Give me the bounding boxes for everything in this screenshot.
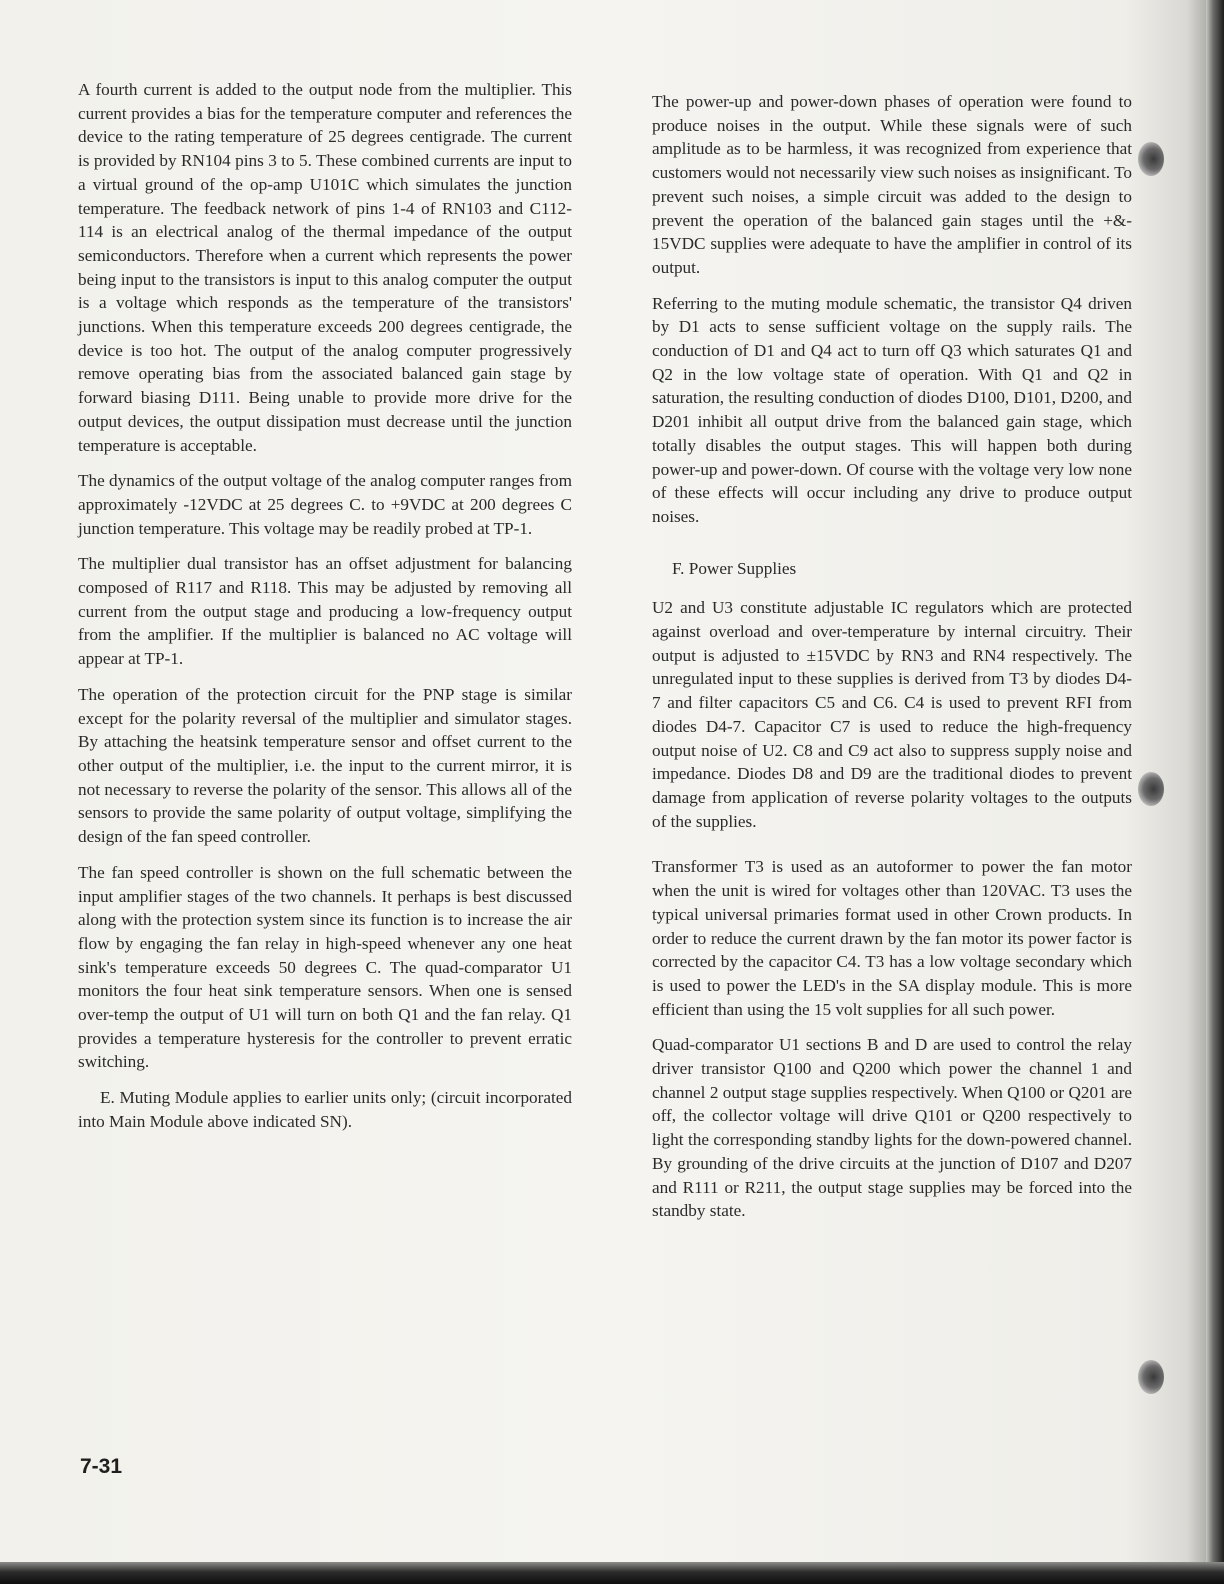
page-number: 7-31 bbox=[80, 1455, 123, 1478]
paragraph-muting-module: E. Muting Module applies to earlier units only; (circuit incorporated into Main Module above indicated SN). bbox=[78, 1088, 572, 1131]
section-heading-power-supplies: F. Power Supplies bbox=[672, 558, 797, 578]
paragraph-transformer: Transformer T3 is used as an autoformer to power the fan motor when the unit is wired for voltages other than 120VAC. T3 uses the typical universal primaries format used in other Crown products. In order to reduce the current drawn by the fan motor its power factor is corrected by the capacitor C4. T3 has a low voltage secondary which is used to power the LED's in the SA display module. This is more efficient than using the 15 volt supplies for all such power. bbox=[652, 857, 1132, 1019]
paragraph-fan-speed-controller: The fan speed controller is shown on the full schematic between the input amplifier stages of the two channels. It perhaps is best discussed along with the protection system since its function is to increase the air flow by engaging the fan relay in high-speed whenever any one heat sink's temperature exceeds 50 degrees C. The quad-comparator U1 monitors the four heat sink temperature sensors. When one is sensed over-temp the output of U1 will turn on both Q1 and the fan relay. Q1 provides a temperature hysteresis for the controller to prevent erratic switching. bbox=[78, 862, 572, 1072]
paragraph-power-up-noise: The power-up and power-down phases of operation were found to produce noises in the output. While these signals were of such amplitude as to be harmless, it was recognized from experience that customers would not necessarily view such noises as insignificant. To prevent such noises, a simple circuit was added to the design to prevent the operation of the balanced gain stages until the +&- 15VDC supplies were adequate to have the amplifier in control of its output. bbox=[652, 92, 1132, 277]
binder-hole-middle bbox=[1138, 772, 1164, 806]
scan-edge-bottom bbox=[0, 1562, 1224, 1584]
paragraph-multiplier-offset: The multiplier dual transistor has an offset adjustment for balancing composed of R117 and R118. This may be adjusted by removing all current from the output stage and producing a low-frequency output from the amplifier. If the multiplier is balanced no AC voltage will appear at TP-1. bbox=[78, 554, 572, 669]
paragraph-quad-comparator: Quad-comparator U1 sections B and D are used to control the relay driver transistor Q100 and Q200 which power the channel 1 and channel 2 output stage supplies respectively. When Q100 or Q201 are off, the collector voltage will drive Q101 or Q200 respectively to light the corresponding standby lights for the down-powered channel. By grounding of the drive circuits at the junction of D107 and D207 and R111 or R211, the output stage supplies may be forced into the standby state. bbox=[652, 1035, 1132, 1221]
scan-edge-right bbox=[1206, 0, 1224, 1584]
paragraph-regulators: U2 and U3 constitute adjustable IC regulators which are protected against overload and over-temperature by internal circuitry. Their output is adjusted to ±15VDC by RN3 and RN4 respectively. The unregulated input to these supplies is derived from T3 by diodes D4-7 and filter capacitors C5 and C6. C4 is used to prevent RFI from diodes D4-7. Capacitor C7 is used to reduce the high-frequency output noise of U2. C8 and C9 act also to suppress supply noise and impedance. Diodes D8 and D9 are the traditional diodes to prevent damage from application of reverse polarity voltages to the outputs of the supplies. bbox=[652, 598, 1132, 831]
paragraph-output-voltage-dynamics: The dynamics of the output voltage of the analog computer ranges from approximately -12VDC at 25 degrees C. to +9VDC at 200 degrees C junction temperature. This voltage may be readily probed at TP-1. bbox=[78, 471, 572, 538]
left-column bbox=[78, 78, 572, 1146]
paragraph-pnp-protection: The operation of the protection circuit for the PNP stage is similar except for the polarity reversal of the multiplier and simulator stages. By attaching the heatsink temperature sensor and offset current to the other output of the multiplier, i.e. the input to the current mirror, it is not necessary to reverse the polarity of the sensor. This allows all of the sensors to provide the same polarity of output voltage, simplifying the design of the fan speed controller. bbox=[78, 684, 572, 847]
paragraph-muting-schematic: Referring to the muting module schematic, the transistor Q4 driven by D1 acts to sense sufficient voltage on the supply rails. The conduction of D1 and Q4 act to turn off Q3 which saturates Q1 and Q2 in the low voltage state of operation. With Q1 and Q2 in saturation, the resulting conduction of diodes D100, D101, D200, and D201 inhibit all output drive from the balanced gain stage, which totally disables the output stages. This will happen both during power-up and power-down. Of course with the voltage very low none of these effects will occur including any drive to produce output noises. bbox=[652, 293, 1132, 526]
paragraph-temperature-computer: A fourth current is added to the output node from the multiplier. This current provides a bias for the temperature computer and references the device to the rating temperature of 25 degrees centigrade. The current is provided by RN104 pins 3 to 5. These combined currents are input to a virtual ground of the op-amp U101C which simulates the junction temperature. The feedback network of pins 1-4 of RN103 and C112-114 is an electrical analog of the thermal impedance of the output semiconductors. Therefore when a current which represents the power being input to the transistors is input to this analog computer the output is a voltage which responds as the temperature of the transistors' junctions. When this temperature exceeds 200 degrees centigrade, the device is too hot. The output of the analog computer progressively remove operating bias from the associated balanced gain stage by forward biasing D111. Being unable to provide more drive for the output devices, the output dissipation must decrease until the junction temperature is acceptable. bbox=[78, 80, 572, 455]
right-column bbox=[652, 90, 1132, 1235]
binder-hole-top bbox=[1138, 142, 1164, 176]
binder-hole-bottom bbox=[1138, 1360, 1164, 1394]
